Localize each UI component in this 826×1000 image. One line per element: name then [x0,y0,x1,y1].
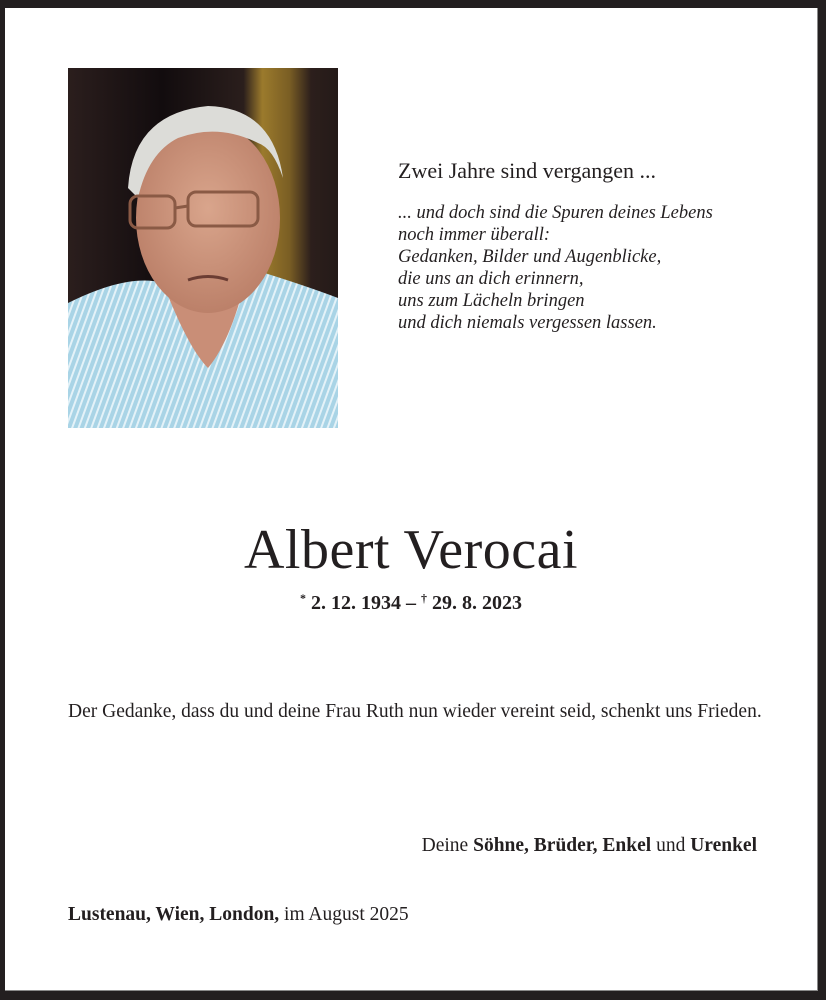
death-cross-icon: † [421,591,427,605]
date-separator: – [401,592,421,614]
poem-line: Gedanken, Bilder und Augenblicke, [398,247,662,267]
portrait-photo [68,68,338,428]
birth-star-icon: * [300,591,306,605]
signature-family-group: Urenkel [690,835,757,856]
death-date: 29. 8. 2023 [432,592,522,614]
poem-line: und dich niemals vergessen lassen. [398,313,657,333]
portrait-image [68,68,338,428]
deceased-name: Albert Verocai [243,519,579,581]
condolence-message: Der Gedanke, dass du und deine Frau Ruth nun wieder vereint seid, schenkt uns Frieden. [68,701,762,722]
life-dates [5,586,817,615]
locations: Lustenau, Wien, London, [68,904,280,925]
poem-line: die uns an dich erinnern, [398,269,584,289]
publication-date: im August 2025 [279,904,409,925]
poem-line: noch immer überall: [398,225,551,245]
memorial-poem [398,158,778,334]
signature-family-group: Söhne, Brüder, Enkel [473,835,652,856]
poem-title: Zwei Jahre sind vergangen ... [398,158,657,183]
birth-date: 2. 12. 1934 [311,592,401,614]
place-and-date [68,903,409,927]
poem-line: uns zum Lächeln bringen [398,291,585,311]
signature-prefix: Deine [421,835,474,856]
family-signature [422,834,757,858]
signature-conjunction: und [651,835,691,856]
obituary-page [5,8,818,991]
poem-line: ... und doch sind die Spuren deines Lebens [398,203,713,223]
